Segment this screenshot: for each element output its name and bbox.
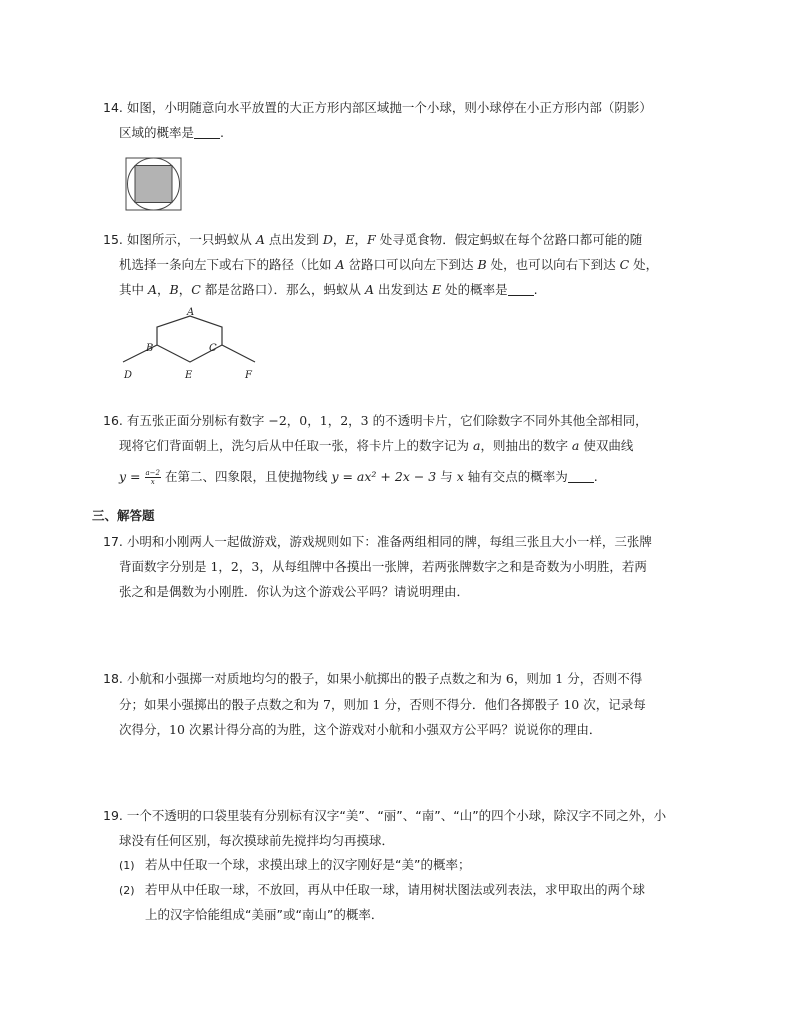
q19-line2: 球没有任何区别，每次摸球前先搅拌均匀再摸球． — [119, 833, 395, 848]
q19-part2-cont: 上的汉字恰能组成“美丽”或“南山”的概率． — [145, 907, 384, 922]
q17-line2: 背面数字分别是 1，2，3，从每组牌中各摸出一张牌，若两张牌数字之和是奇数为小明胜，若两 — [119, 559, 647, 574]
q15-line2: 机选择一条向左下或右下的路径（比如 A 岔路口可以向左下到达 B 处，也可以向右下到达 C 处， — [119, 257, 659, 272]
q16-number: 16. — [103, 413, 123, 428]
label-D: D — [124, 370, 133, 381]
answer-blank — [508, 283, 534, 296]
q17-line3: 张之和是偶数为小刚胜．你认为这个游戏公平吗？请说明理由． — [119, 584, 470, 599]
q16-line1: 16. 有五张正面分别标有数字 −2，0，1，2，3 的不透明卡片，它们除数字不同外其他全部相同， — [103, 413, 648, 428]
q14-line1 — [103, 100, 652, 116]
q19-line1: 19. 一个不透明的口袋里装有分别标有汉字“美”、“丽”、“南”、“山”的四个小球，除汉字不同之外，小 — [103, 808, 667, 823]
q17-line1: 17. 小明和小刚两人一起做游戏，游戏规则如下：准备两组相同的牌，每组三张且大小一样，三张牌 — [103, 534, 652, 549]
q16-line3: y = $\frac{a-2}{x}$ 在第二、四象限，且使抛物线 y = ax² + 2x − 3 与 x 轴有交点的概率为 . — [119, 469, 598, 486]
section-header: 三、解答题 — [92, 508, 155, 523]
q18-line2: 分；如果小强掷出的骰子点数之和为 7，则加 1 分，否则不得分．他们各掷骰子 10 次，记录每 — [119, 697, 646, 712]
label-B: B — [146, 343, 154, 354]
q15-figure-ant-path — [118, 304, 268, 384]
label-E: E — [185, 370, 193, 381]
q19-part2: (2) 若甲从中任取一球，不放回，再从中任取一球，请用树状图法或列表法，求甲取出的两个球 — [119, 882, 646, 897]
q14-number: 14. — [103, 100, 123, 115]
q19-number: 19. — [103, 808, 123, 823]
fraction: $\frac{a-2}{x}$ — [145, 469, 160, 486]
q15-line3: 其中 A，B，C 都是岔路口）．那么，蚂蚁从 A 出发到达 E 处的概率是 . — [119, 282, 538, 297]
q14-text-2: 区域的概率是 — [119, 125, 195, 140]
q17-number: 17. — [103, 534, 123, 549]
q19-part1: (1) 若从中任取一个球，求摸出球上的汉字刚好是“美”的概率； — [119, 857, 471, 872]
q14-figure-square-circle — [125, 157, 183, 211]
q14-line2: 区域的概率是 . — [119, 125, 224, 140]
label-A: A — [187, 307, 195, 318]
q14-text-1: 如图，小明随意向水平放置的大正方形内部区域抛一个小球，则小球停在小正方形内部（阴影） — [126, 100, 652, 115]
q18-line1: 18. 小航和小强掷一对质地均匀的骰子，如果小航掷出的骰子点数之和为 6，则加 1 分，否则不得 — [103, 671, 643, 686]
q15-line1: 15. 如图所示，一只蚂蚁从 A 点出发到 D，E，F 处寻觅食物．假定蚂蚁在每个岔路口都可能的随 — [103, 232, 643, 247]
q15-number: 15. — [103, 232, 123, 247]
q18-line3: 次得分，10 次累计得分高的为胜，这个游戏对小航和小强双方公平吗？说说你的理由． — [119, 722, 602, 737]
q16-line2: 现将它们背面朝上，洗匀后从中任取一张，将卡片上的数字记为 a，则抽出的数字 a 使双曲线 — [119, 438, 634, 453]
label-C: C — [209, 343, 217, 354]
label-F: F — [245, 370, 252, 381]
answer-blank — [568, 470, 594, 483]
q18-number: 18. — [103, 671, 123, 686]
answer-blank — [194, 126, 220, 139]
